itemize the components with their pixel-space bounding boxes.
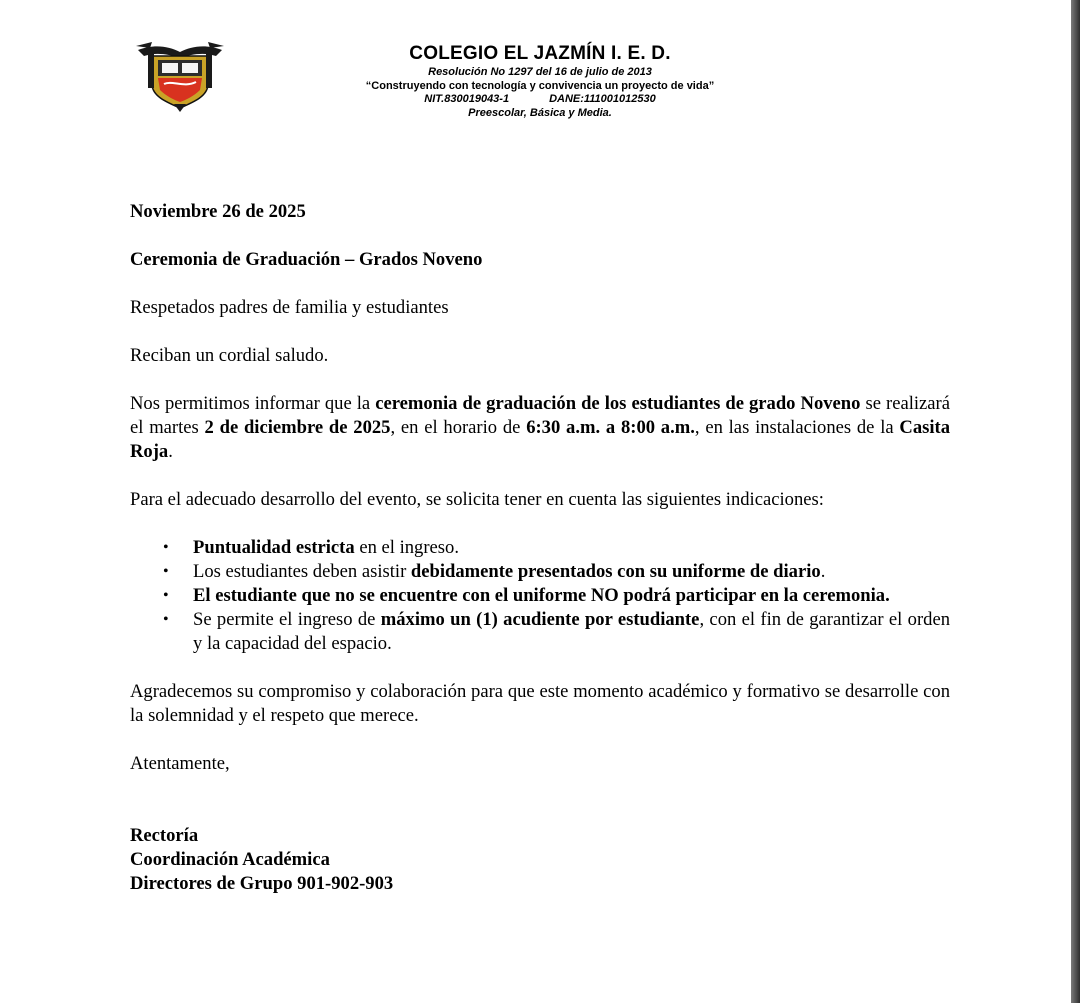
- closing-phrase: Atentamente,: [130, 753, 230, 774]
- signature-line: Rectoría: [130, 825, 199, 846]
- signature-line: Coordinación Académica: [130, 849, 330, 870]
- list-item: • Los estudiantes deben asistir debidamente presentados con su uniforme de diario.: [163, 561, 826, 582]
- dane-number: DANE:111001012530: [549, 93, 656, 105]
- list-item: • Puntualidad estricta en el ingreso.: [163, 537, 459, 558]
- signature-block: [130, 824, 950, 896]
- bullet-icon: •: [163, 563, 169, 580]
- list-item: • Se permite el ingreso de máximo un (1) acudiente por estudiante, con el fin de garantizar el orden y la capacidad del espacio.: [163, 609, 950, 654]
- bullet-icon: •: [163, 611, 169, 628]
- resolution-line: Resolución No 1297 del 16 de julio de 2013: [428, 66, 652, 78]
- closing-paragraph: Agradecemos su compromiso y colaboración para que este momento académico y formativo se desarrolle con la solemnidad y el respeto que merece.: [130, 681, 950, 726]
- levels-line: Preescolar, Básica y Media.: [468, 106, 612, 119]
- bullet-icon: •: [163, 587, 169, 604]
- letter-salute: Reciban un cordial saludo.: [130, 345, 329, 366]
- page-edge: [1071, 0, 1080, 1003]
- letter-date: Noviembre 26 de 2025: [130, 201, 306, 222]
- event-paragraph: Nos permitimos informar que la ceremonia de graduación de los estudiantes de grado Noveno se realizará el martes 2 de diciembre de 2025, en el horario de 6:30 a.m. a 8:00 a.m., en las instalaciones de la Casita Roja.: [130, 393, 951, 462]
- bullet-icon: •: [163, 539, 169, 556]
- signature-line: Directores de Grupo 901-902-903: [130, 873, 394, 894]
- letter-greeting: Respetados padres de familia y estudiantes: [130, 297, 449, 318]
- school-name: COLEGIO EL JAZMÍN I. E. D.: [409, 43, 671, 64]
- nit-dane-line: [330, 93, 750, 107]
- letter-body: [130, 200, 950, 896]
- school-crest-icon: [134, 40, 226, 112]
- list-item: • El estudiante que no se encuentre con el uniforme NO podrá participar en la ceremonia.: [163, 585, 890, 606]
- nit-number: NIT.830019043-1: [424, 93, 510, 105]
- motto-line: “Construyendo con tecnología y convivencia un proyecto de vida”: [365, 79, 715, 92]
- letter-subject: Ceremonia de Graduación – Grados Noveno: [130, 249, 483, 270]
- instructions-intro: Para el adecuado desarrollo del evento, se solicita tener en cuenta las siguientes indicaciones:: [130, 489, 824, 510]
- letterhead: [330, 42, 750, 120]
- instructions-list: [130, 536, 950, 656]
